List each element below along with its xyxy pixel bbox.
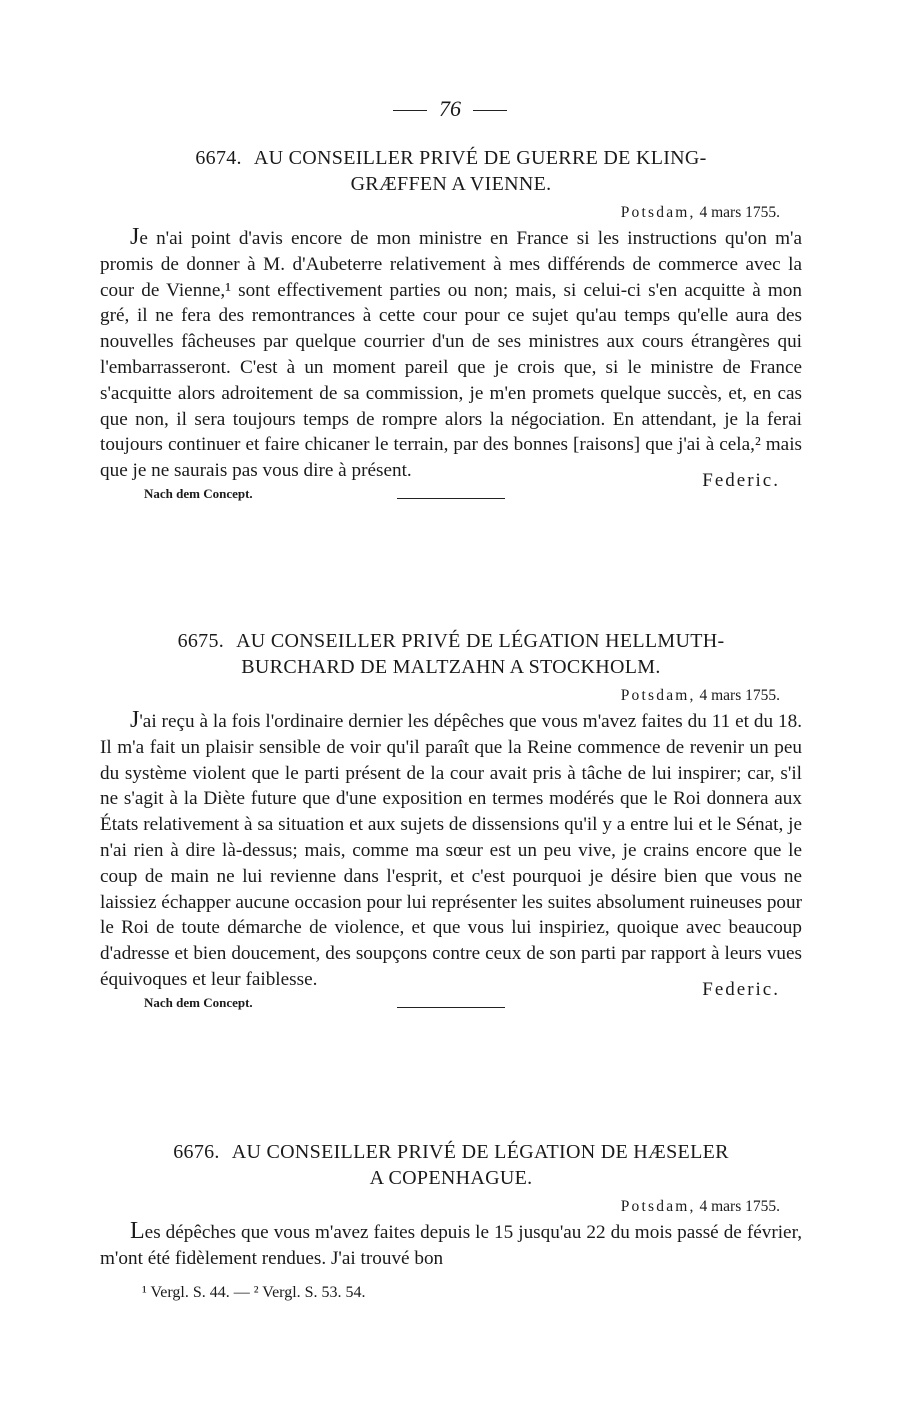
heading-line-1: AU CONSEILLER PRIVÉ DE GUERRE DE KLING- (253, 147, 707, 169)
letter-number: 6676. (173, 1141, 220, 1163)
letter-6675 (100, 628, 802, 1008)
date: 4 mars 1755. (699, 204, 780, 221)
dateline (100, 1197, 802, 1217)
initial-letter: L (130, 1218, 145, 1244)
page-number (0, 96, 900, 122)
separator-rule (397, 498, 505, 499)
initial-letter: J (130, 224, 140, 250)
place: Potsdam, (620, 687, 696, 704)
heading-line-2: A COPENHAGUE. (369, 1167, 533, 1189)
footnotes: ¹ Vergl. S. 44. — ² Vergl. S. 53. 54. (142, 1284, 366, 1301)
letter-heading (110, 1139, 792, 1191)
letter-body (100, 1219, 802, 1272)
letter-6674 (100, 145, 802, 499)
signature: Federic. (702, 469, 780, 491)
date: 4 mars 1755. (699, 687, 780, 704)
letter-number: 6674. (195, 147, 242, 169)
page-number-text: 76 (439, 96, 461, 121)
source-note: Nach dem Concept. (144, 994, 253, 1010)
letter-body (100, 225, 802, 484)
letter-6676 (100, 1139, 802, 1272)
signature: Federic. (702, 978, 780, 1000)
heading-line-2: BURCHARD DE MALTZAHN A STOCKHOLM. (241, 656, 661, 678)
letter-heading (110, 145, 792, 197)
heading-line-1: AU CONSEILLER PRIVÉ DE LÉGATION DE HÆSELER (231, 1141, 729, 1163)
letter-heading (110, 628, 792, 680)
body-text: 'ai reçu à la fois l'ordinaire dernier les dépêches que vous m'avez faites du 11 et du 18. Il m'a fait un plaisir sensible de voir qu'il paraît que la Reine commence de revenir un peu du système violent que le parti présent de la cour avait pris à tâche de lui inspirer; car, s'il ne s'agit à la Diète future que d'une exposition en termes modérés que le Roi donnera aux États relativement à sa situation et aux sujets de dissensions qu'il y a entre lui et le Sénat, je n'ai rien à dire là-dessus; mais, comme ma sœur est un peu vive, je crains encore que le coup de main ne lui revienne dans l'esprit, et c'est pourquoi je désire bien que vous ne laissiez échapper aucune occasion pour lui représenter les suites absolument ruineuses pour le Roi de toute démarche de violence, et que vous lui inspiriez, quoique avec beaucoup d'adresse et bien doucement, des soupçons contre ceux de son parti par rapport à leurs vues équivoques et leur faiblesse. (100, 711, 802, 990)
letter-body (100, 708, 802, 993)
initial-letter: J (130, 707, 140, 733)
separator-rule (397, 1007, 505, 1008)
dash-right (473, 110, 507, 111)
heading-line-2: GRÆFFEN A VIENNE. (350, 173, 552, 195)
dateline (100, 686, 802, 706)
dateline (100, 203, 802, 223)
place: Potsdam, (620, 204, 696, 221)
body-text: e n'ai point d'avis encore de mon ministre en France si les instructions qu'on m'a promis de donner à M. d'Aubeterre relativement à mes différends de commerce avec la cour de Vienne,¹ sont effectivement parties ou non; mais, si celui-ci s'en acquitte à mon gré, il ne fera des remontrances à cette cour pour ce sujet qu'au temps qu'elle aura des nouvelles fâcheuses par quelque courrier d'un de ses ministres aux cours étrangères qui l'embarrasseront. C'est à un moment pareil que je crois que, si le ministre de France s'acquitte alors adroitement de sa commission, je m'en promets quelque succès, et, en cas que non, il sera toujours temps de rompre alors la négociation. En attendant, je la ferai toujours continuer et faire chicaner le terrain, par des bonnes [raisons] que j'ai à cela,² mais que je ne saurais pas vous dire à présent. (100, 228, 802, 482)
body-text: es dépêches que vous m'avez faites depuis le 15 jusqu'au 22 du mois passé de février, m'ont été fidèlement rendues. J'ai trouvé bon (100, 1222, 802, 1269)
letter-number: 6675. (177, 630, 225, 652)
source-note: Nach dem Concept. (144, 485, 253, 501)
dash-left (393, 110, 427, 111)
place: Potsdam, (620, 1198, 696, 1215)
date: 4 mars 1755. (699, 1198, 780, 1215)
heading-line-1: AU CONSEILLER PRIVÉ DE LÉGATION HELLMUTH- (236, 630, 725, 652)
